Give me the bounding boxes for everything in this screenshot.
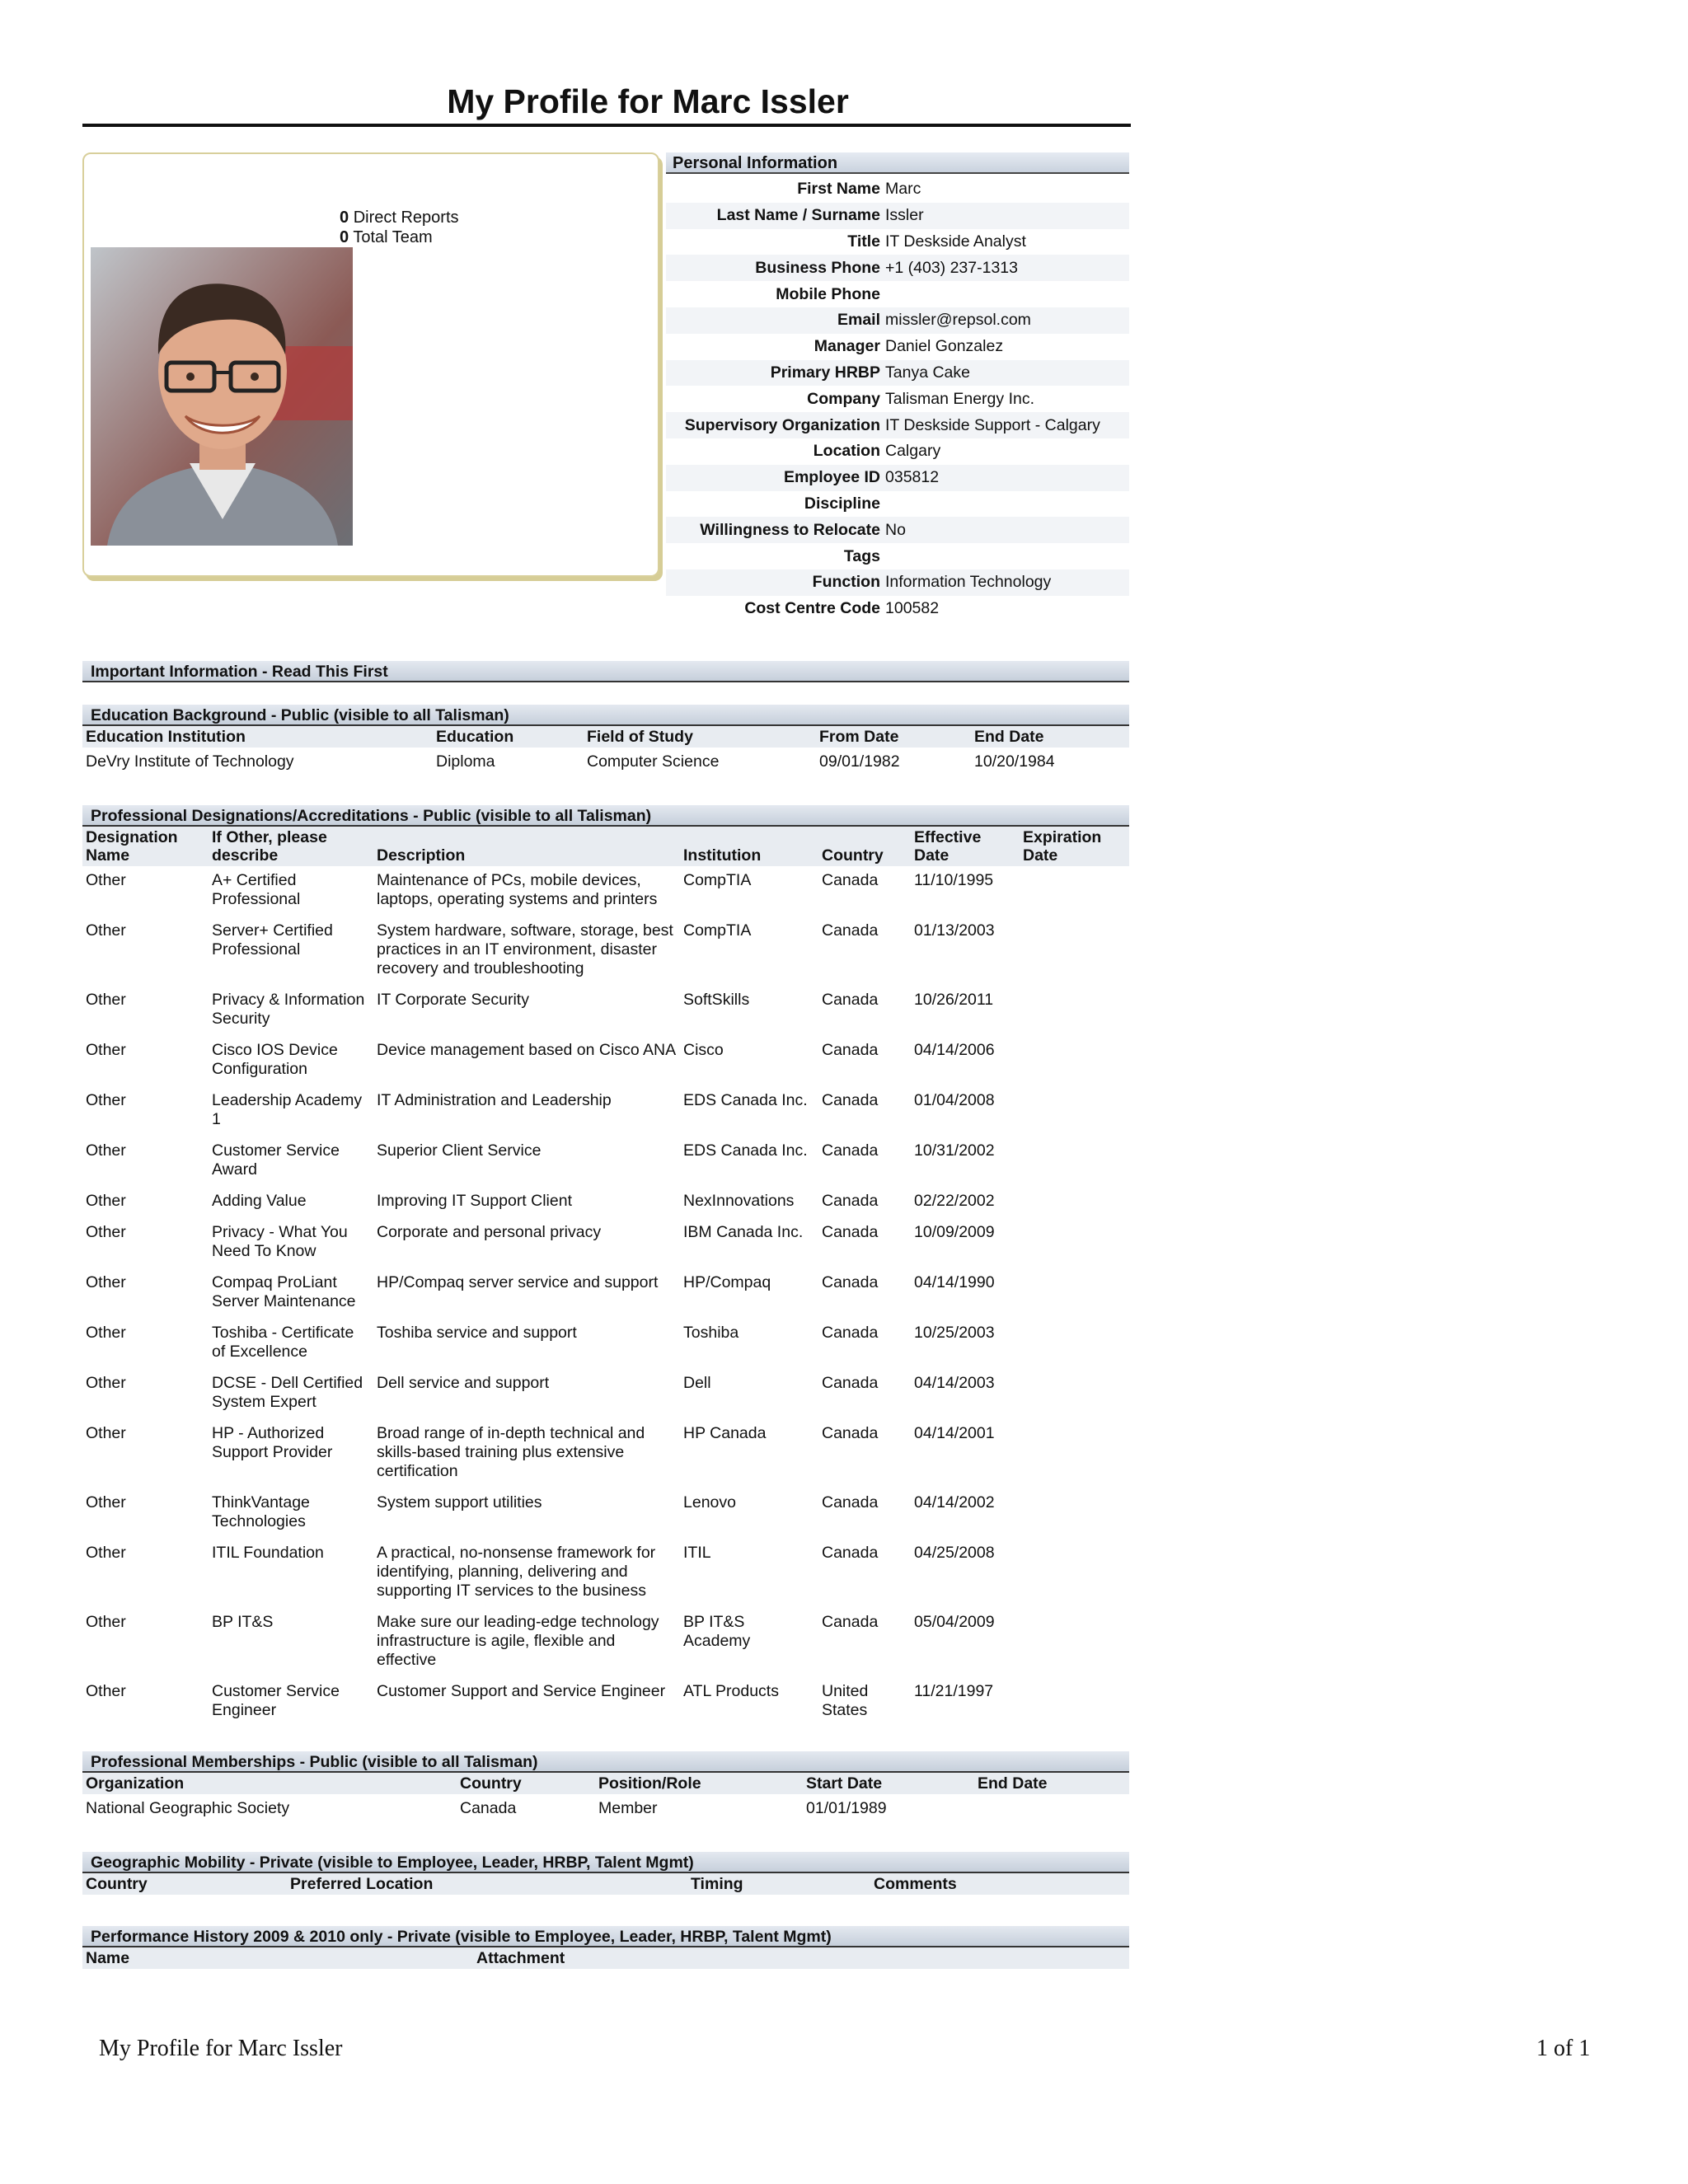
- direct-reports-count: 0: [340, 209, 349, 227]
- table-cell: [1020, 1419, 1129, 1488]
- column-header: Designation Name: [82, 827, 209, 866]
- table-cell: HP/Compaq: [683, 1273, 771, 1291]
- personal-info-label: Last Name / Surname: [666, 203, 885, 229]
- table-cell: Dell: [683, 1374, 711, 1392]
- personal-info-value: missler@repsol.com: [885, 307, 1129, 334]
- table-cell: [1020, 1086, 1129, 1137]
- table-cell: Cisco: [683, 1041, 724, 1059]
- table-cell: Device management based on Cisco ANA: [377, 1041, 677, 1059]
- personal-info-label: Primary HRBP: [666, 360, 885, 387]
- table-cell: National Geographic Society: [86, 1799, 290, 1817]
- table-cell: Other: [86, 1424, 126, 1442]
- table-row: [82, 1137, 1129, 1187]
- table-cell: CompTIA: [683, 921, 752, 940]
- education-header: Education Background - Public (visible to all Talisman): [82, 705, 1129, 726]
- personal-info-value: IT Deskside Analyst: [885, 232, 1026, 251]
- column-header: If Other, please describe: [209, 827, 373, 866]
- personal-info-row: [666, 569, 1129, 596]
- column-header: Timing: [687, 1873, 870, 1895]
- table-row: [82, 1218, 1129, 1268]
- personal-info-row: [666, 334, 1129, 360]
- table-cell: Customer Service Engineer: [212, 1682, 340, 1719]
- table-cell: Canada: [822, 1041, 879, 1059]
- table-cell: [1020, 1539, 1129, 1608]
- table-cell: [974, 1794, 1129, 1825]
- table-cell: System support utilities: [377, 1493, 542, 1511]
- personal-info-row: [666, 176, 1129, 203]
- personal-info-row: [666, 596, 1129, 622]
- table-cell: Canada: [822, 1324, 879, 1342]
- table-cell: Canada: [460, 1799, 517, 1817]
- table-cell: 10/25/2003: [914, 1324, 995, 1342]
- column-header: Institution: [680, 827, 818, 866]
- table-cell: 01/04/2008: [914, 1091, 995, 1109]
- table-cell: 10/31/2002: [914, 1141, 995, 1160]
- table-cell: CompTIA: [683, 871, 752, 889]
- table-cell: Maintenance of PCs, mobile devices, laptops, operating systems and printers: [377, 871, 658, 908]
- table-cell: Corporate and personal privacy: [377, 1223, 602, 1241]
- table-cell: HP - Authorized Support Provider: [212, 1424, 333, 1461]
- table-cell: Canada: [822, 1091, 879, 1109]
- table-cell: A+ Certified Professional: [212, 871, 301, 908]
- column-header: Position/Role: [595, 1773, 803, 1794]
- column-header: End Date: [974, 1773, 1129, 1794]
- table-cell: ITIL Foundation: [212, 1544, 324, 1562]
- personal-info-row: [666, 412, 1129, 438]
- personal-info-value: Talisman Energy Inc.: [885, 389, 1034, 408]
- table-cell: Leadership Academy 1: [212, 1091, 363, 1128]
- column-header: End Date: [971, 726, 1129, 748]
- table-cell: Canada: [822, 1544, 879, 1562]
- table-cell: [1020, 1369, 1129, 1419]
- table-row: [82, 1677, 1129, 1727]
- table-cell: [1020, 1677, 1129, 1727]
- table-row: [82, 1794, 1129, 1825]
- geographic-mobility-table: [82, 1873, 1129, 1895]
- table-cell: SoftSkills: [683, 991, 750, 1009]
- table-cell: IBM Canada Inc.: [683, 1223, 804, 1241]
- table-row: [82, 1319, 1129, 1369]
- table-row: [82, 866, 1129, 916]
- personal-info-row: [666, 229, 1129, 255]
- table-cell: 10/20/1984: [974, 752, 1055, 771]
- table-cell: [1020, 1319, 1129, 1369]
- table-cell: Other: [86, 991, 126, 1009]
- table-cell: 11/21/1997: [914, 1682, 994, 1700]
- personal-info-value: IT Deskside Support - Calgary: [885, 412, 1129, 438]
- table-cell: Cisco IOS Device Configuration: [212, 1041, 338, 1078]
- table-row: [82, 1268, 1129, 1319]
- column-header: Country: [82, 1873, 287, 1895]
- table-cell: Other: [86, 1682, 126, 1700]
- table-row: [82, 748, 1129, 779]
- table-cell: Member: [598, 1799, 658, 1817]
- personal-info-value: 035812: [885, 465, 1129, 491]
- table-cell: 04/14/1990: [914, 1273, 995, 1291]
- table-cell: 01/01/1989: [806, 1799, 887, 1817]
- table-cell: [1020, 1036, 1129, 1086]
- table-cell: Server+ Certified Professional: [212, 921, 333, 958]
- table-cell: Other: [86, 1091, 126, 1109]
- table-cell: Toshiba service and support: [377, 1324, 577, 1342]
- table-cell: 04/25/2008: [914, 1544, 995, 1562]
- table-cell: [1020, 1137, 1129, 1187]
- memberships-table: [82, 1773, 1129, 1825]
- performance-history-header: Performance History 2009 & 2010 only - Private (visible to Employee, Leader, HRBP, Talent Mgmt): [82, 1926, 1129, 1947]
- table-cell: Customer Service Award: [212, 1141, 340, 1179]
- personal-info-label: Willingness to Relocate: [666, 517, 885, 543]
- total-team[interactable]: [340, 227, 459, 247]
- personal-info-row: [666, 386, 1129, 412]
- table-cell: Diploma: [436, 752, 495, 771]
- table-cell: Canada: [822, 1424, 879, 1442]
- column-header: Field of Study: [584, 726, 816, 748]
- table-cell: 01/13/2003: [914, 921, 995, 940]
- table-cell: IT Administration and Leadership: [377, 1091, 612, 1109]
- personal-info-label: Discipline: [804, 494, 880, 513]
- table-row: [82, 1608, 1129, 1677]
- personal-info-label: Location: [813, 442, 880, 461]
- personal-info-label: Supervisory Organization: [666, 412, 885, 438]
- table-cell: [1020, 986, 1129, 1036]
- personal-info-label: Mobile Phone: [776, 284, 880, 303]
- table-cell: Other: [86, 1544, 126, 1562]
- column-header: From Date: [816, 726, 971, 748]
- personal-info-value: No: [885, 517, 1129, 543]
- personal-info-value: [885, 543, 1129, 569]
- table-cell: 04/14/2006: [914, 1041, 995, 1059]
- direct-reports-label: Direct Reports: [353, 209, 459, 227]
- table-cell: ATL Products: [683, 1682, 779, 1700]
- table-cell: DCSE - Dell Certified System Expert: [212, 1374, 363, 1411]
- column-header: Organization: [82, 1773, 457, 1794]
- table-cell: Canada: [822, 1493, 879, 1511]
- table-cell: Adding Value: [212, 1192, 307, 1210]
- personal-info-label: Email: [666, 307, 885, 334]
- table-cell: 05/04/2009: [914, 1613, 995, 1631]
- personal-info-row: [666, 255, 1129, 281]
- designations-section: [82, 805, 1129, 1727]
- table-cell: EDS Canada Inc.: [683, 1141, 808, 1160]
- table-cell: System hardware, software, storage, best practices in an IT environment, disaster recovery and troubleshooting: [377, 921, 673, 977]
- table-cell: Other: [86, 1493, 126, 1511]
- table-cell: Other: [86, 1041, 126, 1059]
- table-cell: 04/14/2003: [914, 1374, 995, 1392]
- personal-info-row: [666, 465, 1129, 491]
- table-cell: Canada: [822, 871, 879, 889]
- memberships-section: [82, 1751, 1129, 1825]
- important-information-section: [82, 661, 1129, 682]
- education-section: [82, 705, 1129, 779]
- table-cell: BP IT&S Academy: [683, 1613, 751, 1650]
- designations-table: [82, 827, 1129, 1727]
- personal-info-value: [885, 281, 1129, 307]
- table-cell: 02/22/2002: [914, 1192, 995, 1210]
- personal-info-value: Daniel Gonzalez: [885, 337, 1004, 356]
- table-cell: Superior Client Service: [377, 1141, 542, 1160]
- table-cell: ThinkVantage Technologies: [212, 1493, 310, 1530]
- table-row: [82, 1036, 1129, 1086]
- avatar: [91, 247, 353, 546]
- table-cell: Other: [86, 1223, 126, 1241]
- education-table: [82, 726, 1129, 779]
- table-row: [82, 1419, 1129, 1488]
- table-cell: Broad range of in-depth technical and skills-based training plus extensive certification: [377, 1424, 645, 1480]
- table-cell: NexInnovations: [683, 1192, 795, 1210]
- table-cell: Improving IT Support Client: [377, 1192, 572, 1210]
- total-team-label: Total Team: [353, 228, 433, 246]
- personal-info-label: Company: [807, 389, 880, 408]
- personal-info-label: First Name: [797, 180, 880, 199]
- table-cell: Canada: [822, 1273, 879, 1291]
- personal-information-header: Personal Information: [666, 152, 1129, 174]
- personal-info-label: Business Phone: [666, 255, 885, 281]
- total-team-count: 0: [340, 228, 349, 246]
- table-cell: Other: [86, 1374, 126, 1392]
- table-cell: Canada: [822, 921, 879, 940]
- table-cell: Other: [86, 1613, 126, 1631]
- personal-info-value: +1 (403) 237-1313: [885, 255, 1129, 281]
- table-cell: DeVry Institute of Technology: [86, 752, 294, 771]
- geographic-mobility-section: [82, 1852, 1129, 1895]
- table-row: [82, 986, 1129, 1036]
- table-cell: Toshiba - Certificate of Excellence: [212, 1324, 354, 1361]
- table-cell: Canada: [822, 1141, 879, 1160]
- table-cell: Other: [86, 1273, 126, 1291]
- column-header: Name: [82, 1947, 473, 1969]
- table-cell: 11/10/1995: [914, 871, 994, 889]
- table-row: [82, 1369, 1129, 1419]
- personal-info-row: [666, 307, 1129, 334]
- table-cell: EDS Canada Inc.: [683, 1091, 808, 1109]
- table-cell: Computer Science: [587, 752, 720, 771]
- table-cell: Privacy & Information Security: [212, 991, 365, 1028]
- personal-info-row: [666, 438, 1129, 465]
- column-header: Education Institution: [82, 726, 433, 748]
- table-cell: Make sure our leading-edge technology infrastructure is agile, flexible and effective: [377, 1613, 659, 1669]
- table-row: [82, 916, 1129, 986]
- table-cell: [1020, 1488, 1129, 1539]
- performance-history-section: [82, 1926, 1129, 1969]
- column-header: Expiration Date: [1020, 827, 1129, 866]
- column-header: Country: [818, 827, 911, 866]
- column-header: Preferred Location: [287, 1873, 687, 1895]
- column-header: Description: [373, 827, 680, 866]
- table-cell: ITIL: [683, 1544, 711, 1562]
- avatar-photo: [91, 247, 353, 546]
- table-cell: Toshiba: [683, 1324, 739, 1342]
- table-cell: Other: [86, 871, 126, 889]
- geographic-mobility-header: Geographic Mobility - Private (visible to Employee, Leader, HRBP, Talent Mgmt): [82, 1852, 1129, 1873]
- personal-info-row: [666, 203, 1129, 229]
- table-cell: 09/01/1982: [819, 752, 900, 771]
- table-cell: Other: [86, 1192, 126, 1210]
- performance-history-table: [82, 1947, 1129, 1969]
- table-cell: Canada: [822, 1374, 879, 1392]
- personal-info-value: Information Technology: [885, 569, 1129, 596]
- table-row: [82, 1086, 1129, 1137]
- title-divider: [82, 124, 1131, 127]
- personal-info-row: [666, 491, 1129, 518]
- memberships-header: Professional Memberships - Public (visible to all Talisman): [82, 1751, 1129, 1773]
- table-cell: Lenovo: [683, 1493, 736, 1511]
- table-cell: HP Canada: [683, 1424, 767, 1442]
- column-header: Start Date: [803, 1773, 974, 1794]
- personal-information-table: [666, 176, 1129, 622]
- column-header: Country: [457, 1773, 595, 1794]
- direct-reports[interactable]: [340, 208, 459, 227]
- table-cell: [1020, 1187, 1129, 1218]
- personal-info-label: Cost Centre Code: [744, 599, 880, 618]
- personal-info-value: Tanya Cake: [885, 360, 1129, 387]
- table-cell: Canada: [822, 1223, 879, 1241]
- personal-info-value: Marc: [885, 180, 921, 199]
- table-cell: Canada: [822, 991, 879, 1009]
- page-title: My Profile for Marc Issler: [447, 82, 849, 120]
- table-cell: 10/26/2011: [914, 991, 994, 1009]
- table-cell: HP/Compaq server service and support: [377, 1273, 659, 1291]
- personal-info-row: [666, 517, 1129, 543]
- table-row: [82, 1539, 1129, 1608]
- personal-info-row: [666, 543, 1129, 569]
- page-number: 1 of 1: [1536, 2036, 1591, 2061]
- personal-info-label: Function: [666, 569, 885, 596]
- table-cell: 10/09/2009: [914, 1223, 995, 1241]
- table-cell: 04/14/2001: [914, 1424, 995, 1442]
- table-row: [82, 1187, 1129, 1218]
- personal-info-label: Employee ID: [666, 465, 885, 491]
- table-cell: Other: [86, 921, 126, 940]
- table-cell: Other: [86, 1324, 126, 1342]
- table-cell: Dell service and support: [377, 1374, 550, 1392]
- table-cell: IT Corporate Security: [377, 991, 529, 1009]
- table-cell: [1020, 866, 1129, 916]
- table-cell: [1020, 1608, 1129, 1677]
- footer-title: My Profile for Marc Issler: [99, 2036, 343, 2061]
- personal-info-value: 100582: [885, 599, 940, 618]
- table-cell: Canada: [822, 1613, 879, 1631]
- personal-info-value: Issler: [885, 203, 1129, 229]
- table-cell: Canada: [822, 1192, 879, 1210]
- personal-info-label: Manager: [814, 337, 880, 356]
- important-information-header: Important Information - Read This First: [82, 661, 1129, 682]
- table-cell: [1020, 1268, 1129, 1319]
- personal-info-row: [666, 360, 1129, 387]
- table-cell: BP IT&S: [212, 1613, 274, 1631]
- table-cell: Compaq ProLiant Server Maintenance: [212, 1273, 356, 1310]
- column-header: Effective Date: [911, 827, 1020, 866]
- designations-header: Professional Designations/Accreditations - Public (visible to all Talisman): [82, 805, 1129, 827]
- table-cell: Privacy - What You Need To Know: [212, 1223, 348, 1260]
- personal-info-row: [666, 281, 1129, 307]
- table-cell: A practical, no-nonsense framework for identifying, planning, delivering and supporting IT services to the business: [377, 1544, 656, 1600]
- personal-info-value: Calgary: [885, 442, 941, 461]
- column-header: Comments: [870, 1873, 1129, 1895]
- column-header: Education: [433, 726, 584, 748]
- personal-info-label: Title: [847, 232, 880, 251]
- table-cell: Other: [86, 1141, 126, 1160]
- personal-info-label: Tags: [843, 546, 880, 565]
- table-cell: United States: [822, 1682, 869, 1719]
- column-header: Attachment: [473, 1947, 1129, 1969]
- table-cell: 04/14/2002: [914, 1493, 995, 1511]
- table-row: [82, 1488, 1129, 1539]
- team-summary: [340, 208, 459, 247]
- table-cell: Customer Support and Service Engineer: [377, 1682, 666, 1700]
- table-cell: [1020, 1218, 1129, 1268]
- personal-info-value: [885, 491, 1129, 518]
- table-cell: [1020, 916, 1129, 986]
